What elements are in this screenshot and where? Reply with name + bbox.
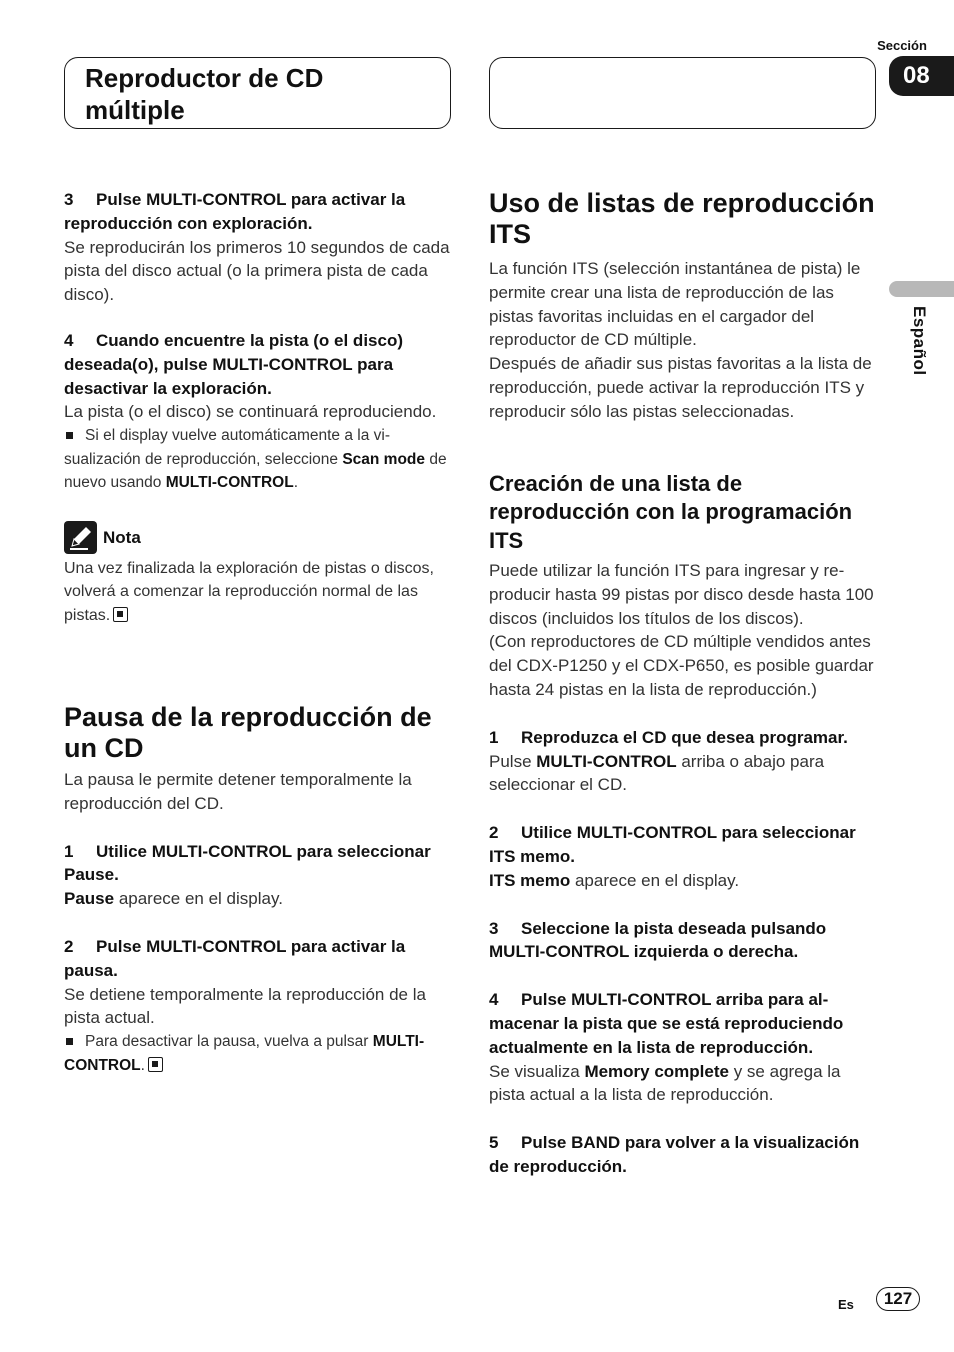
pause-intro: La pausa le permite detener temporalmente la reproducción del CD. [64, 770, 412, 813]
language-tab-marker [889, 281, 954, 297]
end-mark-icon [148, 1057, 163, 1072]
chapter-title: Reproductor de CD múltiple [85, 63, 324, 125]
create-paragraph: (Con reproductores de CD múltiple vendidos antes del CDX-P1250 y el CDX-P650, es posible guardar hasta 24 pistas en la lista de reproducción.) [489, 632, 874, 700]
header-box-right [489, 57, 876, 129]
subsection-title-create: Creación de una lista de reproducción con la programación ITS [489, 470, 853, 553]
its-paragraph: La función ITS (selección instantánea de pista) le permite crear una lista de reproducción de las pistas favoritas incluidas en el cargador del reproductor de CD múltiple. [489, 259, 861, 350]
step-heading: 1 Reproduzca el CD que desea programar. [489, 727, 848, 747]
step-heading: 5 Pulse BAND para volver a la visualización de reproducción. [489, 1133, 860, 1177]
step-heading: 3 Pulse MULTI-CONTROL para activar la reproducción con exploración. [64, 190, 406, 233]
step-heading: 1 Utilice MULTI-CONTROL para seleccionar Pause. [64, 841, 431, 885]
right-column [489, 188, 877, 1179]
section-title-pause: Pausa de la reproducción de un CD [64, 702, 432, 764]
step-body: Se visualiza Memory complete y se agrega la pista actual a la lista de reproducción. [489, 1061, 841, 1105]
bullet-note: Para desactivar la pausa, vuelva a pulsar MULTI-CONTROL. [64, 1033, 425, 1074]
left-column [64, 188, 452, 1077]
step-heading: 4 Pulse MULTI-CONTROL arriba para almacenar la pista que se está reproduciendo actualmente en la lista de reproducción. [489, 990, 844, 1057]
section-label: Sección [877, 38, 927, 53]
note-text: Una vez finalizada la exploración de pistas o discos, volverá a comenzar la reproducción normal de las pistas. [64, 559, 434, 625]
section-number-badge: 08 [889, 56, 954, 96]
step-body: Se detiene temporalmente la reproducción de la pista actual. [64, 984, 426, 1028]
page-number: 127 [876, 1287, 920, 1311]
bullet-square-icon [66, 432, 73, 439]
note-label: Nota [103, 527, 141, 547]
step-body: Pause aparece en el display. [64, 889, 283, 909]
end-mark-icon [113, 607, 128, 622]
step-body: Pulse MULTI-CONTROL arriba o abajo para seleccionar el CD. [489, 751, 825, 795]
note-pen-icon [64, 521, 97, 554]
step-heading: 4 Cuando encuentre la pista (o el disco) deseada(o), pulse MULTI-CONTROL para desactivar la exploración. [64, 330, 403, 398]
step-heading: 3 Seleccione la pista deseada pulsando MULTI-CONTROL izquierda o derecha. [489, 918, 827, 962]
step-body: Se reproducirán los primeros 10 segundos de cada pista del disco actual (o la primera pista de cada disco). [64, 237, 450, 305]
note-header [64, 521, 452, 555]
bullet-note: Si el display vuelve automáticamente a la visualización de reproducción, seleccione Scan mode de nuevo usando MULTI-CONTROL. [64, 427, 447, 492]
bullet-square-icon [66, 1038, 73, 1045]
step-heading: 2 Utilice MULTI-CONTROL para seleccionar ITS memo. [489, 823, 856, 867]
footer-language: Es [838, 1297, 854, 1312]
header-box-left [64, 57, 451, 129]
section-title-its: Uso de listas de reproducción ITS [489, 188, 875, 249]
its-paragraph: Después de añadir sus pistas favoritas a la lista de reproducción, puede activar la reproducción ITS y reproducir sólo las pistas seleccionadas. [489, 354, 872, 421]
language-tab-label: Español [910, 306, 929, 376]
step-body: La pista (o el disco) se continuará reproduciendo. [64, 402, 437, 422]
step-body: ITS memo aparece en el display. [489, 870, 740, 890]
create-paragraph: Puede utilizar la función ITS para ingresar y reproducir hasta 99 pistas por disco desde hasta 100 discos (incluidos los títulos de los discos). [489, 561, 874, 628]
step-heading: 2 Pulse MULTI-CONTROL para activar la pausa. [64, 937, 406, 980]
